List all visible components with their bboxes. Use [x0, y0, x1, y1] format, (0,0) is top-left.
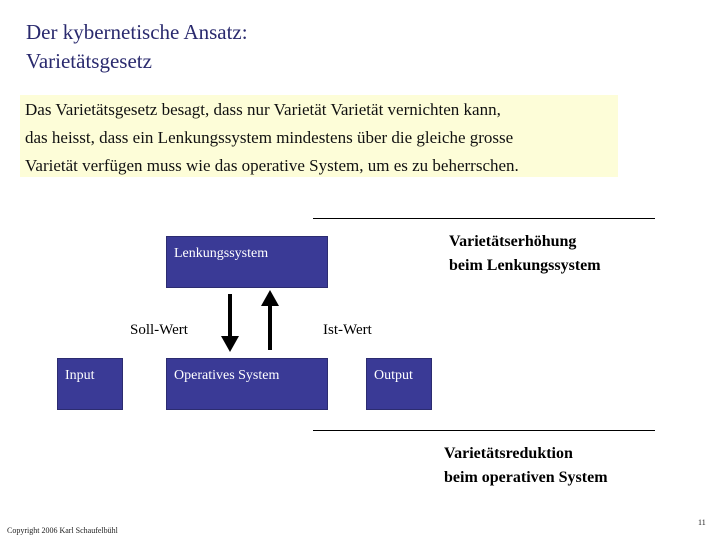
description-box: [20, 95, 618, 177]
page-number: 11: [698, 518, 706, 527]
description-line-3: Varietät verfügen muss wie das operative System, um es zu beherrschen.: [25, 156, 519, 175]
lenkungssystem-label: Lenkungssystem: [174, 246, 269, 261]
down-arrow-icon: [221, 294, 239, 352]
description-line-1: Das Varietätsgesetz besagt, dass nur Varietät Varietät vernichten kann,: [25, 100, 501, 119]
output-label: Output: [374, 368, 413, 383]
lenkungssystem-box: [166, 236, 328, 288]
operatives-system-box: [166, 358, 328, 410]
input-label: Input: [65, 368, 95, 383]
slide-title-line-1: Der kybernetische Ansatz:: [26, 20, 248, 44]
feedback-arrows: [210, 286, 300, 356]
ist-wert-label: Ist-Wert: [323, 322, 372, 338]
description-line-2: das heisst, dass ein Lenkungssystem mindestens über die gleiche grosse: [25, 128, 514, 147]
top-divider-line: [313, 218, 655, 219]
slide-title-line-2: Varietätsgesetz: [26, 49, 152, 73]
varietaetsreduktion-line-1: Varietätsreduktion: [444, 445, 573, 462]
slide-title: [26, 18, 446, 76]
soll-wert-label: Soll-Wert: [130, 322, 188, 338]
varietaetserhoehung-line-1: Varietätserhöhung: [449, 233, 577, 250]
copyright-footer: Copyright 2006 Karl Schaufelbühl: [7, 526, 118, 535]
varietaetserhoehung-label: [449, 230, 601, 278]
input-box: [57, 358, 123, 410]
output-box: [366, 358, 432, 410]
varietaetserhoehung-line-2: beim Lenkungssystem: [449, 257, 601, 274]
bottom-divider-line: [313, 430, 655, 431]
operatives-system-label: Operatives System: [174, 368, 280, 383]
varietaetsreduktion-line-2: beim operativen System: [444, 469, 608, 486]
varietaetsreduktion-label: [444, 442, 608, 490]
up-arrow-icon: [261, 290, 279, 350]
